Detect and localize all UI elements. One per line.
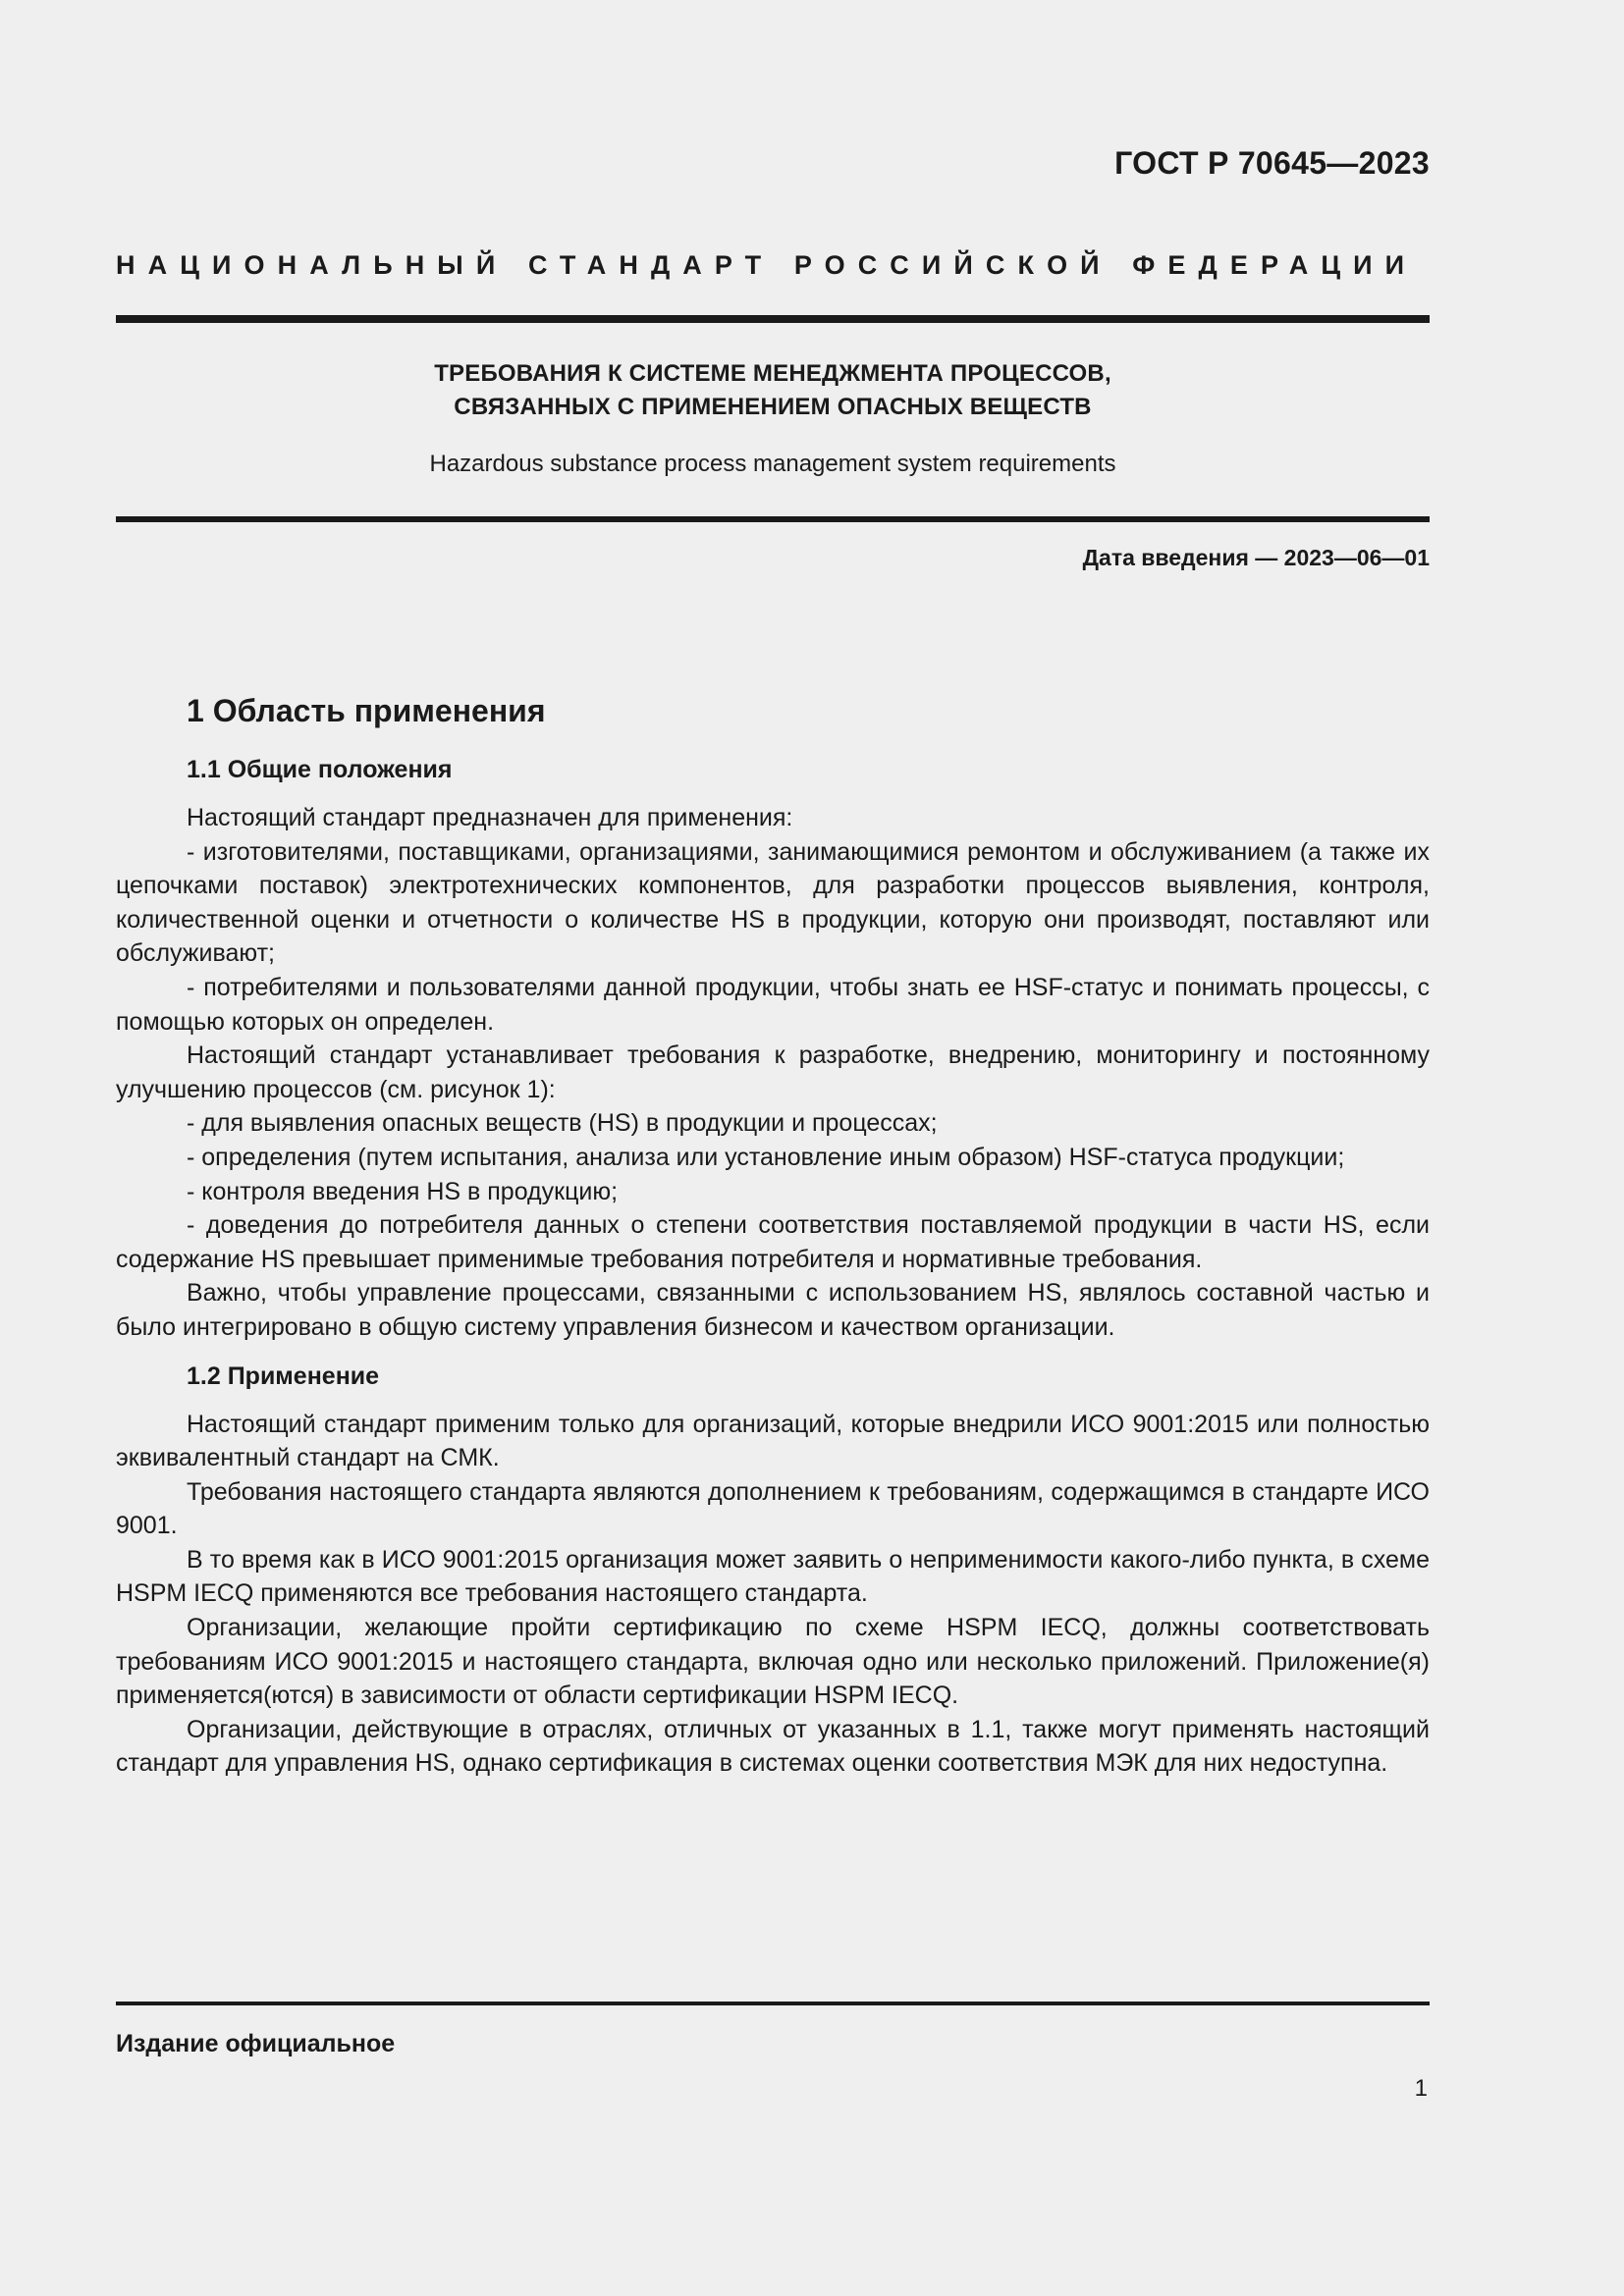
paragraph: Настоящий стандарт применим только для организаций, которые внедрили ИСО 9001:2015 или полностью эквивалентный стандарт на СМК. <box>116 1410 1430 1472</box>
document-body <box>116 687 1430 1781</box>
paragraph: Важно, чтобы управление процессами, связанными с использованием HS, являлось составной частью и было интегрировано в общую систему управления бизнесом и качеством организации. <box>116 1279 1430 1341</box>
list-item: - доведения до потребителя данных о степени соответствия поставляемой продукции в части HS, если содержание HS превышает применимые требования потребителя и нормативные требования. <box>116 1211 1430 1273</box>
paragraph: В то время как в ИСО 9001:2015 организация может заявить о неприменимости какого-либо пункта, в схеме HSPM IECQ применяются все требования настоящего стандарта. <box>116 1545 1430 1608</box>
paragraph: Требования настоящего стандарта являются дополнением к требованиям, содержащимся в стандарте ИСО 9001. <box>116 1477 1430 1540</box>
list-item: - контроля введения HS в продукцию; <box>187 1177 619 1205</box>
list-item: - изготовителями, поставщиками, организациями, занимающимися ремонтом и обслуживанием (а также их цепочками поставок) электротехнических компонентов, для разработки процессов выявления, контроля, количественной оценки и отчетности о количестве HS в продукции, которую они производят, поставляют или обслуживают; <box>116 837 1430 968</box>
english-title: Hazardous substance process management system requirements <box>429 451 1116 477</box>
official-edition-label: Издание официальное <box>116 2030 396 2057</box>
title-divider <box>116 516 1430 522</box>
document-title <box>116 357 1430 424</box>
title-line-1: ТРЕБОВАНИЯ К СИСТЕМЕ МЕНЕДЖМЕНТА ПРОЦЕССОВ, <box>434 360 1111 387</box>
list-item: - потребителями и пользователями данной продукции, чтобы знать ее HSF-статус и понимать процессы, с помощью которых он определен. <box>116 973 1430 1036</box>
national-standard-banner: НАЦИОНАЛЬНЫЙ СТАНДАРТ РОССИЙСКОЙ ФЕДЕРАЦИИ <box>116 250 1418 280</box>
introduction-date: Дата введения — 2023—06—01 <box>1082 545 1430 570</box>
list-item: - определения (путем испытания, анализа или установление иным образом) HSF-статуса продукции; <box>187 1143 1345 1171</box>
subsection-heading-general: 1.1 Общие положения <box>187 756 453 783</box>
paragraph: Организации, действующие в отраслях, отличных от указанных в 1.1, также могут применять настоящий стандарт для управления HS, однако сертификация в системах оценки соответствия МЭК для них недоступна. <box>116 1715 1430 1778</box>
section-heading: 1 Область применения <box>187 693 546 728</box>
title-line-2: СВЯЗАННЫХ С ПРИМЕНЕНИЕМ ОПАСНЫХ ВЕЩЕСТВ <box>454 394 1092 420</box>
page-number: 1 <box>1414 2075 1428 2102</box>
document-code: ГОСТ Р 70645—2023 <box>1114 145 1430 181</box>
paragraph: Настоящий стандарт устанавливает требования к разработке, внедрению, мониторингу и постоянному улучшению процессов (см. рисунок 1): <box>116 1041 1430 1103</box>
list-item: - для выявления опасных веществ (HS) в продукции и процессах; <box>187 1109 938 1138</box>
footer-divider <box>116 2002 1430 2005</box>
subsection-heading-application: 1.2 Применение <box>187 1362 380 1390</box>
top-divider <box>116 315 1430 323</box>
paragraph: Организации, желающие пройти сертификацию по схеме HSPM IECQ, должны соответствовать требованиям ИСО 9001:2015 и настоящего стандарта, включая одно или несколько приложений. Приложение(я) применяется(ются) в зависимости от области сертификации HSPM IECQ. <box>116 1614 1430 1710</box>
paragraph: Настоящий стандарт предназначен для применения: <box>187 804 793 831</box>
